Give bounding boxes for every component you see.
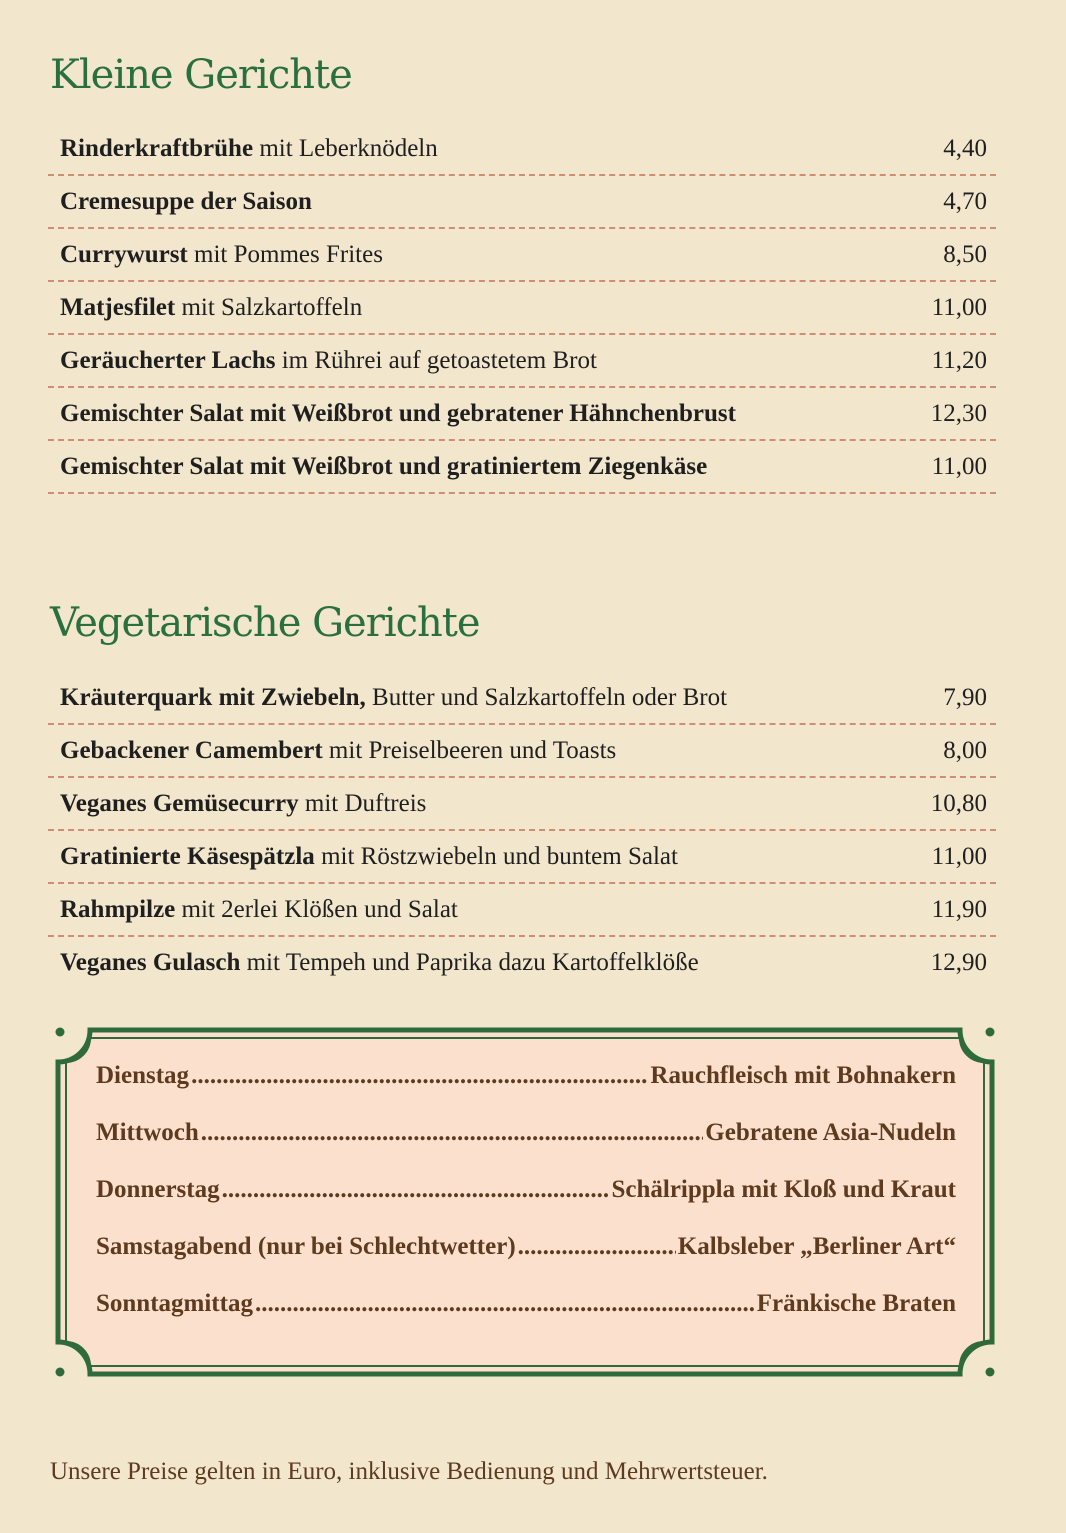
dot-leader xyxy=(222,1176,610,1204)
special-dish: Kalbsleber „Berliner Art“ xyxy=(677,1233,956,1260)
menu-item-name: Currywurst mit Pommes Frites xyxy=(60,241,383,268)
menu-item-price: 4,40 xyxy=(943,135,987,162)
menu-item-name: Kräuterquark mit Zwiebeln, Butter und Salzkartoffeln oder Brot xyxy=(60,684,728,711)
menu-item-name: Gemischter Salat mit Weißbrot und gratiniertem Ziegenkäse xyxy=(60,453,708,480)
menu-item xyxy=(48,441,996,494)
special-day: Mittwoch xyxy=(96,1119,199,1146)
special-day: Sonntagmittag xyxy=(96,1290,253,1317)
weekly-specials-list xyxy=(96,1062,956,1347)
dot-leader xyxy=(518,1233,676,1261)
menu-list-kleine-gerichte xyxy=(48,123,996,494)
menu-item-name: Cremesuppe der Saison xyxy=(60,188,312,215)
weekly-specials-box xyxy=(52,1024,998,1380)
special-dish: Fränkische Braten xyxy=(756,1290,956,1317)
menu-item-price: 12,30 xyxy=(930,400,987,427)
dot-leader xyxy=(191,1062,648,1090)
menu-item-price: 7,90 xyxy=(943,684,987,711)
menu-item-name: Rinderkraftbrühe mit Leberknödeln xyxy=(60,135,438,162)
special-row xyxy=(96,1290,956,1347)
menu-item-price: 11,20 xyxy=(931,347,987,374)
menu-item-price: 10,80 xyxy=(930,790,987,817)
special-row xyxy=(96,1233,956,1290)
menu-item-name: Rahmpilze mit 2erlei Klößen und Salat xyxy=(60,896,458,923)
menu-item xyxy=(48,123,996,176)
menu-list-vegetarische-gerichte xyxy=(48,672,996,988)
menu-item xyxy=(48,937,996,988)
menu-item xyxy=(48,335,996,388)
menu-item-name: Geräucherter Lachs im Rührei auf getoastetem Brot xyxy=(60,347,597,374)
special-row xyxy=(96,1119,956,1176)
menu-item xyxy=(48,282,996,335)
menu-item-price: 8,00 xyxy=(943,737,987,764)
menu-item xyxy=(48,884,996,937)
menu-item xyxy=(48,229,996,282)
special-dish: Gebratene Asia-Nudeln xyxy=(705,1119,956,1146)
special-row xyxy=(96,1062,956,1119)
menu-item-price: 11,00 xyxy=(931,843,987,870)
menu-item-name: Gebackener Camembert mit Preiselbeeren und Toasts xyxy=(60,737,617,764)
menu-item-name: Gratinierte Käsespätzla mit Röstzwiebeln und buntem Salat xyxy=(60,843,678,870)
special-row xyxy=(96,1176,956,1233)
menu-item xyxy=(48,778,996,831)
section-title-kleine-gerichte: Kleine Gerichte xyxy=(50,52,352,98)
menu-item-name: Veganes Gulasch mit Tempeh und Paprika dazu Kartoffelklöße xyxy=(60,949,699,976)
menu-item xyxy=(48,388,996,441)
special-day: Dienstag xyxy=(96,1062,190,1089)
menu-item xyxy=(48,725,996,778)
section-title-vegetarische-gerichte: Vegetarische Gerichte xyxy=(50,600,480,646)
menu-item-price: 8,50 xyxy=(943,241,987,268)
menu-item-name: Matjesfilet mit Salzkartoffeln xyxy=(60,294,363,321)
special-dish: Schälrippla mit Kloß und Kraut xyxy=(611,1176,956,1203)
price-note: Unsere Preise gelten in Euro, inklusive Bedienung und Mehrwertsteuer. xyxy=(50,1458,768,1485)
menu-item xyxy=(48,672,996,725)
menu-item-name: Veganes Gemüsecurry mit Duftreis xyxy=(60,790,427,817)
menu-item-price: 4,70 xyxy=(943,188,987,215)
menu-item xyxy=(48,831,996,884)
special-dish: Rauchfleisch mit Bohnakern xyxy=(650,1062,956,1089)
dot-leader xyxy=(255,1290,755,1318)
special-day: Samstagabend (nur bei Schlechtwetter) xyxy=(96,1233,516,1260)
menu-item-name: Gemischter Salat mit Weißbrot und gebratener Hähnchenbrust xyxy=(60,400,736,427)
menu-item-price: 11,90 xyxy=(931,896,987,923)
dot-leader xyxy=(201,1119,704,1147)
menu-item-price: 12,90 xyxy=(930,949,987,976)
special-day: Donnerstag xyxy=(96,1176,220,1203)
menu-item-price: 11,00 xyxy=(931,453,987,480)
menu-item-price: 11,00 xyxy=(931,294,987,321)
menu-item xyxy=(48,176,996,229)
